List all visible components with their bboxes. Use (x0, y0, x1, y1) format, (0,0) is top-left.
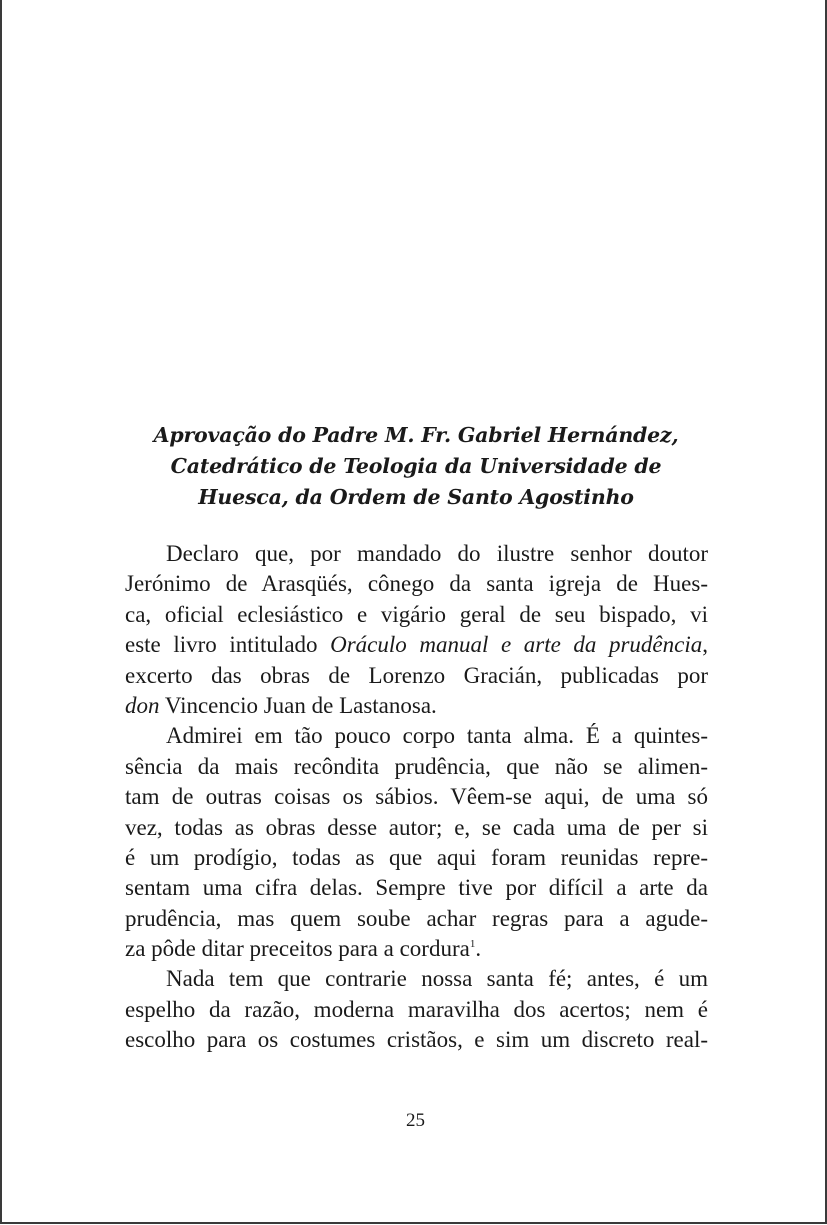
text-line: espelho da razão, moderna maravilha dos acertos; nem é (125, 996, 708, 1022)
text-line: excerto das obras de Lorenzo Gracián, publicadas por (125, 662, 708, 688)
text-line: sentam uma cifra delas. Sempre tive por difícil a arte da (125, 875, 708, 901)
text-run: . (475, 936, 482, 962)
heading-line: Huesca, da Ordem de Santo Agostinho (198, 485, 634, 509)
text-line: prudência, mas quem soube achar regras para a agude- (125, 905, 708, 931)
text-line (125, 934, 708, 964)
page-number: 25 (406, 1110, 425, 1131)
text-line: Admirei em tão pouco corpo tanta alma. É a quintes- (166, 723, 708, 749)
text-line: Declaro que, por mandado do ilustre senhor doutor (166, 541, 708, 566)
text-line: sência da mais recôndita prudência, que não se alimen- (125, 753, 708, 779)
text-run: este livro intitulado (125, 632, 331, 658)
text-line: é um prodígio, todas as que aqui foram reunidas repre- (125, 844, 708, 870)
italic-word: don (125, 692, 160, 718)
heading-line: Aprovação do Padre M. Fr. Gabriel Hernández, (153, 423, 679, 447)
footnote-marker[interactable]: 1 (469, 938, 476, 951)
heading-line: Catedrático de Teologia da Universidade de (170, 454, 662, 478)
text-line: tam de outras coisas os sábios. Vêem-se aqui, de uma só (125, 784, 708, 810)
text-run: , (702, 632, 708, 658)
text-line (125, 630, 708, 660)
body-text (125, 539, 708, 1056)
section-heading (122, 420, 710, 513)
text-run: Vincencio Juan de Lastanosa. (159, 692, 437, 718)
text-line: Jerónimo de Arasqüés, cônego da santa igreja de Hues- (125, 571, 708, 597)
text-run: za pôde ditar preceitos para a cordura (125, 936, 470, 962)
text-line: escolho para os costumes cristãos, e sim um discreto real- (125, 1027, 708, 1053)
text-line: ca, oficial eclesiástico e vigário geral de seu bispado, vi (125, 601, 708, 627)
text-line (125, 691, 708, 721)
text-line: vez, todas as obras desse autor; e, se cada uma de per si (125, 814, 708, 840)
text-line: Nada tem que contrarie nossa santa fé; antes, é um (166, 966, 708, 992)
book-title: Oráculo manual e arte da prudência (330, 632, 703, 658)
